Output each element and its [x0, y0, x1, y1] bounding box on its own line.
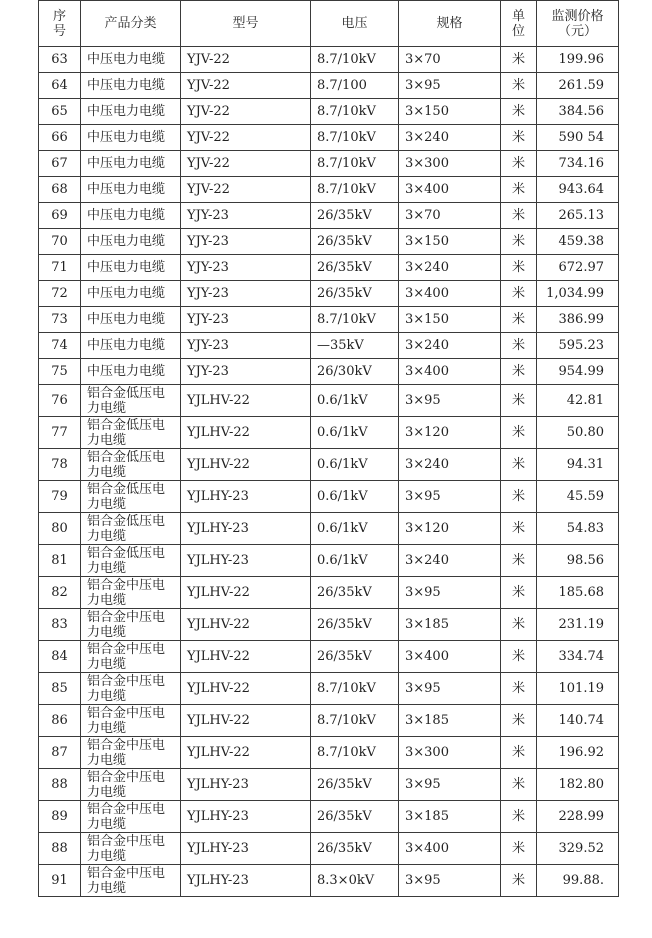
row-category-line: 力电缆: [87, 752, 127, 768]
row-index: 76: [39, 385, 81, 417]
row-index: 75: [39, 359, 81, 385]
row-price: 334.74: [537, 641, 619, 673]
row-category: 中压电力电缆: [81, 359, 181, 385]
row-index: 87: [39, 737, 81, 769]
row-category: 中压电力电缆: [81, 281, 181, 307]
row-spec: 3×95: [399, 385, 501, 417]
row-price: 98.56: [537, 545, 619, 577]
row-category-line: 力电缆: [87, 432, 127, 448]
row-index: 85: [39, 673, 81, 705]
table-row: [39, 673, 619, 705]
row-voltage: 26/35kV: [311, 577, 399, 609]
row-spec: 3×400: [399, 359, 501, 385]
row-index: 65: [39, 99, 81, 125]
row-spec: 3×95: [399, 769, 501, 801]
row-category: [81, 865, 181, 897]
row-category-line: 铝合金低压电: [87, 449, 166, 465]
row-spec: 3×400: [399, 281, 501, 307]
row-voltage: 8.7/10kV: [311, 705, 399, 737]
header-spec: 规格: [399, 1, 501, 47]
row-model: YJLHV-22: [181, 449, 311, 481]
row-category-line: 铝合金中压电: [87, 705, 166, 721]
table-row: [39, 769, 619, 801]
row-category-line: 力电缆: [87, 528, 127, 544]
row-price: 265.13: [537, 203, 619, 229]
row-category-line: 力电缆: [87, 464, 127, 480]
row-index: 82: [39, 577, 81, 609]
row-index: 73: [39, 307, 81, 333]
row-category: 中压电力电缆: [81, 47, 181, 73]
row-spec: 3×185: [399, 705, 501, 737]
table-body: [39, 47, 619, 897]
row-price: 954.99: [537, 359, 619, 385]
row-model: YJLHV-22: [181, 417, 311, 449]
row-category-line: 力电缆: [87, 848, 127, 864]
row-category-line: 力电缆: [87, 784, 127, 800]
row-category-line: 力电缆: [87, 592, 127, 608]
row-voltage: 0.6/1kV: [311, 417, 399, 449]
row-unit: 米: [501, 359, 537, 385]
row-unit: 米: [501, 177, 537, 203]
row-model: YJY-23: [181, 281, 311, 307]
row-category-line: 力电缆: [87, 400, 127, 416]
row-price: 1,034.99: [537, 281, 619, 307]
row-category-line: 力电缆: [87, 816, 127, 832]
row-unit: 米: [501, 385, 537, 417]
row-index: 69: [39, 203, 81, 229]
row-unit: 米: [501, 229, 537, 255]
table-row: [39, 609, 619, 641]
row-index: 83: [39, 609, 81, 641]
row-model: YJY-23: [181, 255, 311, 281]
row-category-line: 力电缆: [87, 624, 127, 640]
table-row: [39, 255, 619, 281]
row-model: YJLHY-23: [181, 513, 311, 545]
row-voltage: —35kV: [311, 333, 399, 359]
row-voltage: 8.7/10kV: [311, 151, 399, 177]
row-spec: 3×185: [399, 801, 501, 833]
row-price: 182.80: [537, 769, 619, 801]
row-model: YJY-23: [181, 229, 311, 255]
table-row: [39, 47, 619, 73]
row-spec: 3×95: [399, 865, 501, 897]
row-category-line: 铝合金中压电: [87, 673, 166, 689]
row-category: [81, 737, 181, 769]
row-category-line: 铝合金中压电: [87, 769, 166, 785]
row-voltage: 26/35kV: [311, 641, 399, 673]
row-voltage: 0.6/1kV: [311, 513, 399, 545]
row-unit: 米: [501, 769, 537, 801]
row-model: YJV-22: [181, 99, 311, 125]
row-voltage: 26/35kV: [311, 833, 399, 865]
price-table-sheet: [38, 0, 618, 938]
row-spec: 3×70: [399, 203, 501, 229]
row-index: 66: [39, 125, 81, 151]
row-category: 中压电力电缆: [81, 99, 181, 125]
row-spec: 3×240: [399, 449, 501, 481]
row-voltage: 26/35kV: [311, 229, 399, 255]
row-price: 386.99: [537, 307, 619, 333]
row-model: YJLHY-23: [181, 545, 311, 577]
row-category: 中压电力电缆: [81, 151, 181, 177]
row-category: [81, 481, 181, 513]
row-category-line: 铝合金低压电: [87, 385, 166, 401]
row-unit: 米: [501, 833, 537, 865]
row-price: 261.59: [537, 73, 619, 99]
row-category: 中压电力电缆: [81, 333, 181, 359]
row-unit: 米: [501, 481, 537, 513]
row-category-line: 铝合金中压电: [87, 737, 166, 753]
row-spec: 3×240: [399, 545, 501, 577]
row-price: 45.59: [537, 481, 619, 513]
table-row: [39, 801, 619, 833]
row-index: 89: [39, 801, 81, 833]
row-unit: 米: [501, 73, 537, 99]
row-voltage: 26/35kV: [311, 255, 399, 281]
row-spec: 3×95: [399, 481, 501, 513]
row-spec: 3×150: [399, 307, 501, 333]
row-voltage: 26/35kV: [311, 203, 399, 229]
row-model: YJLHY-23: [181, 865, 311, 897]
row-price: 42.81: [537, 385, 619, 417]
row-category: [81, 577, 181, 609]
row-unit: 米: [501, 333, 537, 359]
row-voltage: 0.6/1kV: [311, 481, 399, 513]
row-unit: 米: [501, 203, 537, 229]
table-row: [39, 307, 619, 333]
row-price: 185.68: [537, 577, 619, 609]
row-category-line: 力电缆: [87, 688, 127, 704]
row-voltage: 0.6/1kV: [311, 385, 399, 417]
table-row: [39, 417, 619, 449]
table-row: [39, 281, 619, 307]
row-price: 140.74: [537, 705, 619, 737]
row-price: 329.52: [537, 833, 619, 865]
table-row: [39, 73, 619, 99]
row-voltage: 8.7/10kV: [311, 125, 399, 151]
row-category-line: 铝合金中压电: [87, 801, 166, 817]
table-row: [39, 577, 619, 609]
row-category-line: 力电缆: [87, 720, 127, 736]
header-price: 监测价格 （元）: [537, 1, 619, 47]
row-voltage: 8.7/10kV: [311, 307, 399, 333]
row-category: 中压电力电缆: [81, 307, 181, 333]
row-unit: 米: [501, 125, 537, 151]
row-model: YJLHV-22: [181, 641, 311, 673]
price-table: [38, 0, 619, 897]
row-category-line: 铝合金中压电: [87, 833, 166, 849]
row-unit: 米: [501, 47, 537, 73]
row-index: 78: [39, 449, 81, 481]
row-spec: 3×70: [399, 47, 501, 73]
row-spec: 3×300: [399, 737, 501, 769]
row-index: 68: [39, 177, 81, 203]
row-spec: 3×400: [399, 833, 501, 865]
row-model: YJLHV-22: [181, 577, 311, 609]
row-price: 672.97: [537, 255, 619, 281]
table-row: [39, 177, 619, 203]
row-index: 70: [39, 229, 81, 255]
table-row: [39, 641, 619, 673]
row-category: [81, 673, 181, 705]
table-header-row: [39, 1, 619, 47]
row-model: YJY-23: [181, 203, 311, 229]
row-model: YJV-22: [181, 151, 311, 177]
row-category: 中压电力电缆: [81, 125, 181, 151]
row-price: 734.16: [537, 151, 619, 177]
row-model: YJLHY-23: [181, 833, 311, 865]
row-category: 中压电力电缆: [81, 73, 181, 99]
row-price: 228.99: [537, 801, 619, 833]
row-category-line: 铝合金中压电: [87, 577, 166, 593]
row-spec: 3×240: [399, 255, 501, 281]
row-price: 590 54: [537, 125, 619, 151]
row-spec: 3×240: [399, 333, 501, 359]
row-unit: 米: [501, 449, 537, 481]
row-price: 943.64: [537, 177, 619, 203]
row-price: 595.23: [537, 333, 619, 359]
row-model: YJLHV-22: [181, 737, 311, 769]
row-index: 64: [39, 73, 81, 99]
row-spec: 3×300: [399, 151, 501, 177]
row-category-line: 铝合金低压电: [87, 481, 166, 497]
row-index: 63: [39, 47, 81, 73]
row-spec: 3×150: [399, 99, 501, 125]
row-model: YJLHY-23: [181, 481, 311, 513]
row-index: 67: [39, 151, 81, 177]
row-spec: 3×120: [399, 417, 501, 449]
row-price: 54.83: [537, 513, 619, 545]
row-model: YJV-22: [181, 177, 311, 203]
row-category-line: 铝合金低压电: [87, 545, 166, 561]
row-index: 71: [39, 255, 81, 281]
table-row: [39, 385, 619, 417]
row-model: YJV-22: [181, 47, 311, 73]
row-category: 中压电力电缆: [81, 177, 181, 203]
row-voltage: 8.7/10kV: [311, 673, 399, 705]
row-category: [81, 769, 181, 801]
row-voltage: 8.7/10kV: [311, 99, 399, 125]
row-voltage: 26/35kV: [311, 769, 399, 801]
row-price: 384.56: [537, 99, 619, 125]
row-model: YJLHV-22: [181, 609, 311, 641]
table-row: [39, 359, 619, 385]
table-row: [39, 545, 619, 577]
row-voltage: 8.7/10kV: [311, 737, 399, 769]
row-price: 196.92: [537, 737, 619, 769]
table-row: [39, 705, 619, 737]
row-category-line: 力电缆: [87, 496, 127, 512]
row-category-line: 力电缆: [87, 656, 127, 672]
header-index: 序 号: [39, 1, 81, 47]
row-voltage: 0.6/1kV: [311, 545, 399, 577]
row-category: 中压电力电缆: [81, 255, 181, 281]
table-row: [39, 125, 619, 151]
row-unit: 米: [501, 865, 537, 897]
row-index: 80: [39, 513, 81, 545]
row-unit: 米: [501, 281, 537, 307]
row-price: 231.19: [537, 609, 619, 641]
row-unit: 米: [501, 641, 537, 673]
row-category: [81, 705, 181, 737]
table-row: [39, 151, 619, 177]
row-unit: 米: [501, 609, 537, 641]
table-row: [39, 449, 619, 481]
row-category: [81, 513, 181, 545]
row-index: 74: [39, 333, 81, 359]
row-price: 101.19: [537, 673, 619, 705]
row-index: 88: [39, 833, 81, 865]
row-voltage: 8.7/10kV: [311, 47, 399, 73]
row-spec: 3×120: [399, 513, 501, 545]
header-model: 型号: [181, 1, 311, 47]
row-index: 77: [39, 417, 81, 449]
row-unit: 米: [501, 513, 537, 545]
row-price: 459.38: [537, 229, 619, 255]
row-category: [81, 801, 181, 833]
table-row: [39, 833, 619, 865]
row-model: YJLHV-22: [181, 705, 311, 737]
table-row: [39, 513, 619, 545]
row-unit: 米: [501, 577, 537, 609]
row-category-line: 铝合金中压电: [87, 641, 166, 657]
row-category: [81, 449, 181, 481]
row-category-line: 力电缆: [87, 880, 127, 896]
row-unit: 米: [501, 99, 537, 125]
row-index: 88: [39, 769, 81, 801]
row-spec: 3×95: [399, 673, 501, 705]
row-category: [81, 833, 181, 865]
row-index: 91: [39, 865, 81, 897]
row-category: [81, 609, 181, 641]
row-unit: 米: [501, 307, 537, 333]
row-unit: 米: [501, 737, 537, 769]
table-row: [39, 737, 619, 769]
table-row: [39, 203, 619, 229]
row-voltage: 26/30kV: [311, 359, 399, 385]
row-category-line: 铝合金低压电: [87, 513, 166, 529]
row-model: YJLHY-23: [181, 801, 311, 833]
row-category-line: 铝合金低压电: [87, 417, 166, 433]
row-spec: 3×400: [399, 177, 501, 203]
row-price: 199.96: [537, 47, 619, 73]
row-price: 99.88.: [537, 865, 619, 897]
row-voltage: 26/35kV: [311, 801, 399, 833]
row-unit: 米: [501, 417, 537, 449]
header-voltage: 电压: [311, 1, 399, 47]
table-row: [39, 99, 619, 125]
row-model: YJY-23: [181, 333, 311, 359]
row-model: YJLHV-22: [181, 385, 311, 417]
row-price: 50.80: [537, 417, 619, 449]
table-row: [39, 481, 619, 513]
row-category: [81, 417, 181, 449]
row-category-line: 铝合金中压电: [87, 865, 166, 881]
header-category: 产品分类: [81, 1, 181, 47]
row-unit: 米: [501, 801, 537, 833]
table-row: [39, 865, 619, 897]
row-spec: 3×95: [399, 73, 501, 99]
table-row: [39, 229, 619, 255]
row-unit: 米: [501, 255, 537, 281]
row-spec: 3×95: [399, 577, 501, 609]
row-category-line: 铝合金中压电: [87, 609, 166, 625]
row-price: 94.31: [537, 449, 619, 481]
row-model: YJY-23: [181, 359, 311, 385]
row-unit: 米: [501, 151, 537, 177]
table-row: [39, 333, 619, 359]
row-index: 86: [39, 705, 81, 737]
row-model: YJV-22: [181, 125, 311, 151]
row-unit: 米: [501, 673, 537, 705]
row-model: YJY-23: [181, 307, 311, 333]
row-spec: 3×185: [399, 609, 501, 641]
row-voltage: 8.7/100: [311, 73, 399, 99]
row-model: YJLHY-23: [181, 769, 311, 801]
row-category: 中压电力电缆: [81, 203, 181, 229]
row-category: [81, 385, 181, 417]
row-category: [81, 641, 181, 673]
row-index: 81: [39, 545, 81, 577]
row-model: YJV-22: [181, 73, 311, 99]
row-spec: 3×400: [399, 641, 501, 673]
row-index: 84: [39, 641, 81, 673]
row-voltage: 8.7/10kV: [311, 177, 399, 203]
row-voltage: 8.3×0kV: [311, 865, 399, 897]
row-unit: 米: [501, 705, 537, 737]
row-category-line: 力电缆: [87, 560, 127, 576]
row-category: 中压电力电缆: [81, 229, 181, 255]
row-category: [81, 545, 181, 577]
row-voltage: 26/35kV: [311, 609, 399, 641]
header-unit: 单 位: [501, 1, 537, 47]
row-model: YJLHV-22: [181, 673, 311, 705]
row-spec: 3×150: [399, 229, 501, 255]
row-index: 79: [39, 481, 81, 513]
row-voltage: 26/35kV: [311, 281, 399, 307]
row-unit: 米: [501, 545, 537, 577]
row-voltage: 0.6/1kV: [311, 449, 399, 481]
row-index: 72: [39, 281, 81, 307]
row-spec: 3×240: [399, 125, 501, 151]
